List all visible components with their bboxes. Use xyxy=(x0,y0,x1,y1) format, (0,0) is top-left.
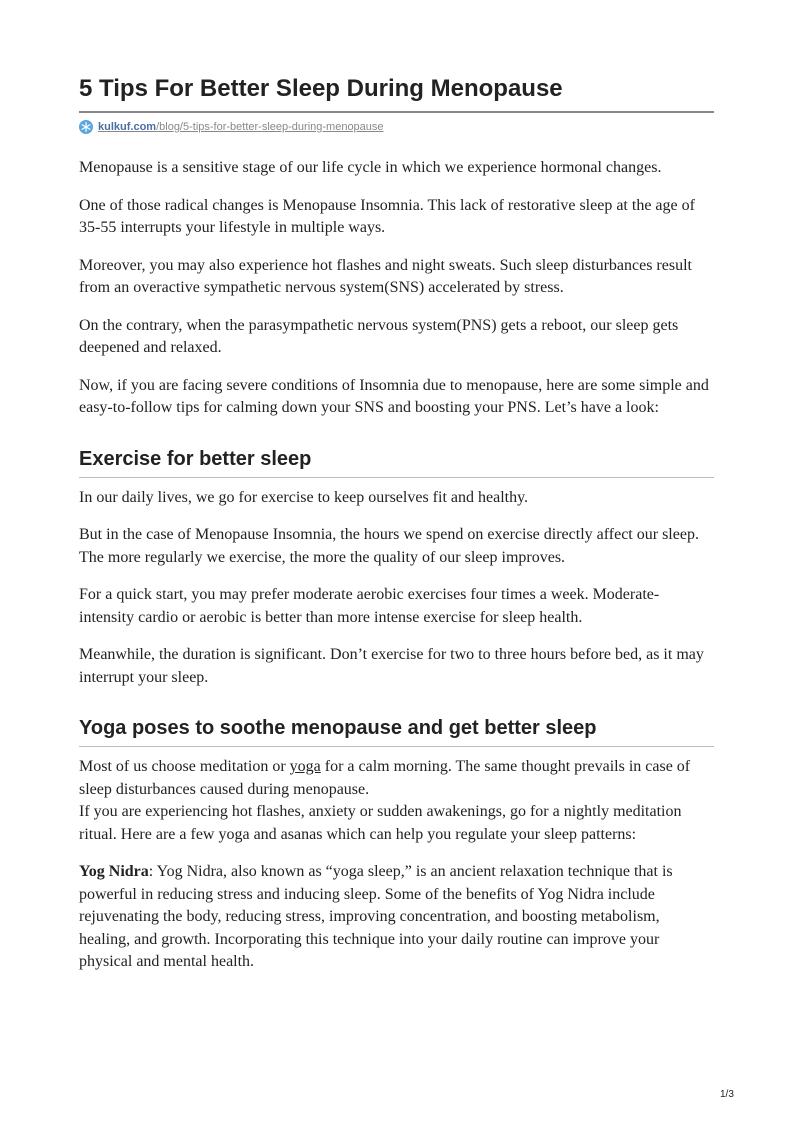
snowflake-icon xyxy=(79,120,93,134)
yoga-paragraph-2: If you are experiencing hot flashes, anxiety or sudden awakenings, go for a nightly meditation ritual. Here are a few yoga and asanas which can help you regulate your sleep patterns: xyxy=(79,803,682,843)
exercise-paragraph-3: For a quick start, you may prefer moderate aerobic exercises four times a week. Moderate-intensity cardio or aerobic is better than more intense exercise for sleep health. xyxy=(79,586,660,626)
intro-paragraph-2: One of those radical changes is Menopause Insomnia. This lack of restorative sleep at the age of 35-55 interrupts your lifestyle in multiple ways. xyxy=(79,196,695,236)
yog-nidra-paragraph xyxy=(79,861,714,974)
page-number: 1/3 xyxy=(720,1089,734,1100)
intro-paragraph-3: Moreover, you may also experience hot flashes and night sweats. Such sleep disturbances result from an overactive sympathetic nervous system(SNS) accelerated by stress. xyxy=(79,256,692,296)
article-title: 5 Tips For Better Sleep During Menopause xyxy=(79,75,563,102)
exercise-paragraph-4: Meanwhile, the duration is significant. Don’t exercise for two to three hours before bed, as it may interrupt your sleep. xyxy=(79,646,704,686)
source-domain: kulkuf.com xyxy=(98,121,157,133)
section-heading-yoga: Yoga poses to soothe menopause and get better sleep xyxy=(79,715,714,747)
section-heading-exercise: Exercise for better sleep xyxy=(79,446,714,478)
exercise-paragraph-1: In our daily lives, we go for exercise to keep ourselves fit and healthy. xyxy=(79,488,529,506)
yoga-paragraph-1 xyxy=(79,756,714,801)
yoga-paragraph-1-start: Most of us choose meditation or xyxy=(79,758,290,775)
title-divider xyxy=(79,111,714,113)
yog-nidra-term: Yog Nidra xyxy=(79,863,149,880)
yoga-link[interactable]: yoga xyxy=(289,758,321,775)
source-url xyxy=(79,119,384,135)
article-body xyxy=(79,157,714,989)
source-path: /blog/5-tips-for-better-sleep-during-menopause xyxy=(156,121,384,133)
source-link[interactable] xyxy=(98,121,384,133)
yog-nidra-description: : Yog Nidra, also known as “yoga sleep,” is an ancient relaxation technique that is powerful in reducing stress and inducing sleep. Some of the benefits of Yog Nidra include rejuvenating the body, reducing stress, improving concentration, and boosting metabolism, healing, and growth. Incorporating this technique into your daily routine can improve your physical and mental health. xyxy=(79,863,673,970)
intro-paragraph-5: Now, if you are facing severe conditions of Insomnia due to menopause, here are some simple and easy-to-follow tips for calming down your SNS and boosting your PNS. Let’s have a look: xyxy=(79,376,709,416)
intro-paragraph-4: On the contrary, when the parasympathetic nervous system(PNS) gets a reboot, our sleep gets deepened and relaxed. xyxy=(79,316,679,356)
exercise-paragraph-2: But in the case of Menopause Insomnia, the hours we spend on exercise directly affect our sleep. The more regularly we exercise, the more the quality of our sleep improves. xyxy=(79,526,699,566)
yoga-paragraph-1-end: for a calm morning. The same thought prevails in case of sleep disturbances caused during menopause. xyxy=(79,758,691,798)
intro-paragraph-1: Menopause is a sensitive stage of our life cycle in which we experience hormonal changes. xyxy=(79,159,662,176)
